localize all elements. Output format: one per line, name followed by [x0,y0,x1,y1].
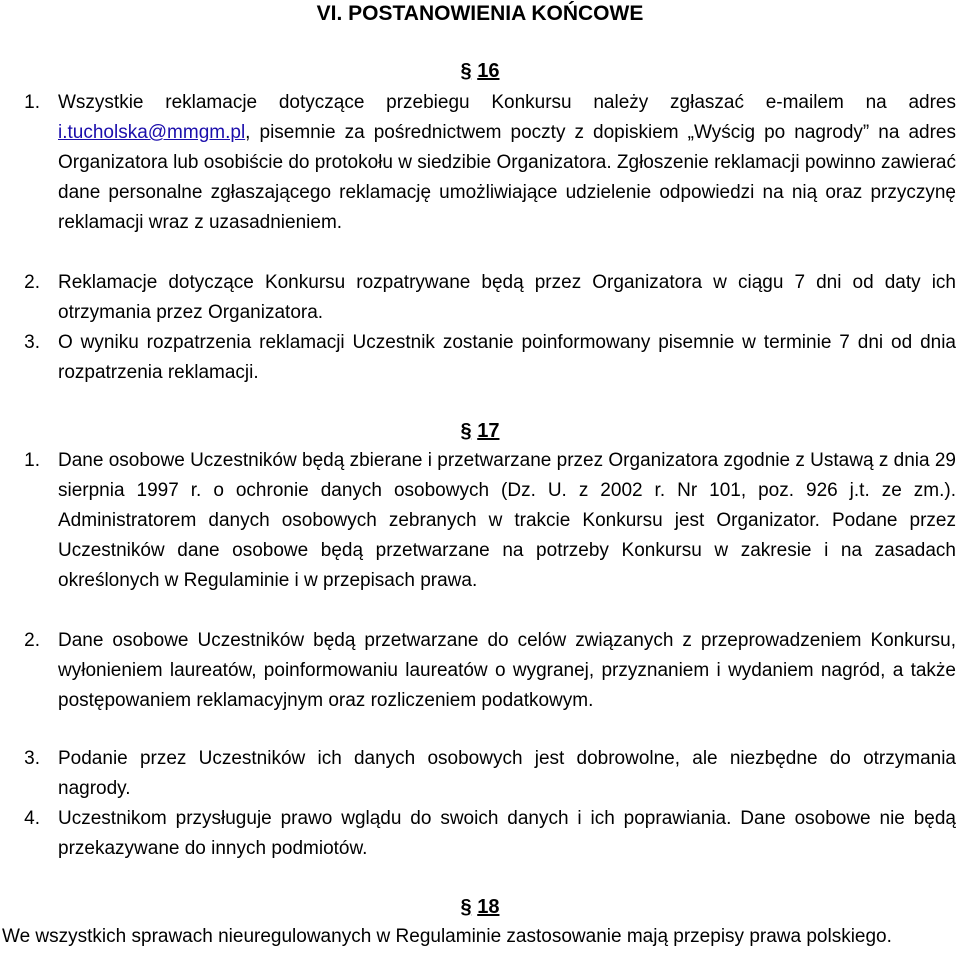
paragraph-number: 17 [477,420,500,442]
item-text: Wszystkie reklamacje dotyczące przebiegu Konkursu należy zgłaszać e-mailem na adres [58,92,956,113]
list-item [58,88,956,238]
paragraph-number: 16 [477,60,500,82]
closing-paragraph: We wszystkich sprawach nieuregulowanych w Regulaminie zastosowanie mają przepisy prawa polskiego. [2,926,892,947]
list-item: O wyniku rozpatrzenia reklamacji Uczestnik zostanie poinformowany pisemnie w terminie 7 dni od dnia rozpatrzenia reklamacji. [58,332,956,383]
paragraph-symbol: § [460,60,472,82]
paragraph-18-number [0,896,960,919]
list-item-number: 1. [24,450,40,471]
list-item: Dane osobowe Uczestników będą zbierane i przetwarzane przez Organizatora zgodnie z Ustawą z dnia 29 sierpnia 1997 r. o ochronie danych osobowych (Dz. U. z 2002 r. Nr 101, poz. 926 j.t. ze zm.). Administratorem danych osobowych zebranych w trakcie Konkursu jest Organizator. Podane przez Uczestników dane osobowe będą przetwarzane na potrzeby Konkursu w zakresie i na zasadach określonych w Regulaminie i w przepisach prawa. [58,450,956,591]
paragraph-symbol: § [460,420,472,442]
list-item-number: 3. [24,332,40,353]
list-item: Reklamacje dotyczące Konkursu rozpatrywane będą przez Organizatora w ciągu 7 dni od daty ich otrzymania przez Organizatora. [58,272,956,323]
paragraph-number: 18 [477,896,500,918]
section-heading: VI. POSTANOWIENIA KOŃCOWE [316,2,644,25]
list-item-number: 2. [24,630,40,651]
list-item-number: 2. [24,272,40,293]
list-item: Uczestnikom przysługuje prawo wglądu do swoich danych i ich poprawiania. Dane osobowe nie będą przekazywane do innych podmiotów. [58,808,956,859]
list-item-number: 1. [24,92,40,113]
paragraph-17-number [0,420,960,443]
list-item-number: 3. [24,748,40,769]
email-link[interactable]: i.tucholska@mmgm.pl [58,122,246,143]
item-text: , pisemnie za pośrednictwem poczty z dopiskiem „Wyścig po nagrody” na adres Organizatora lub osobiście do protokołu w siedzibie Organizatora. Zgłoszenie reklamacji powinno zawierać dane personalne zgłaszającego reklamację umożliwiające udzielenie odpowiedzi na nią oraz przyczynę reklamacji wraz z uzasadnieniem. [58,122,956,233]
list-item: Dane osobowe Uczestników będą przetwarzane do celów związanych z przeprowadzeniem Konkursu, wyłonieniem laureatów, poinformowaniu laureatów o wygranej, przyznaniem i wydaniem nagród, a także postępowaniem reklamacyjnym oraz rozliczeniem podatkowym. [58,630,956,711]
paragraph-16-number [0,60,960,83]
list-item: Podanie przez Uczestników ich danych osobowych jest dobrowolne, ale niezbędne do otrzymania nagrody. [58,748,956,799]
list-item-number: 4. [24,808,40,829]
paragraph-symbol: § [460,896,472,918]
